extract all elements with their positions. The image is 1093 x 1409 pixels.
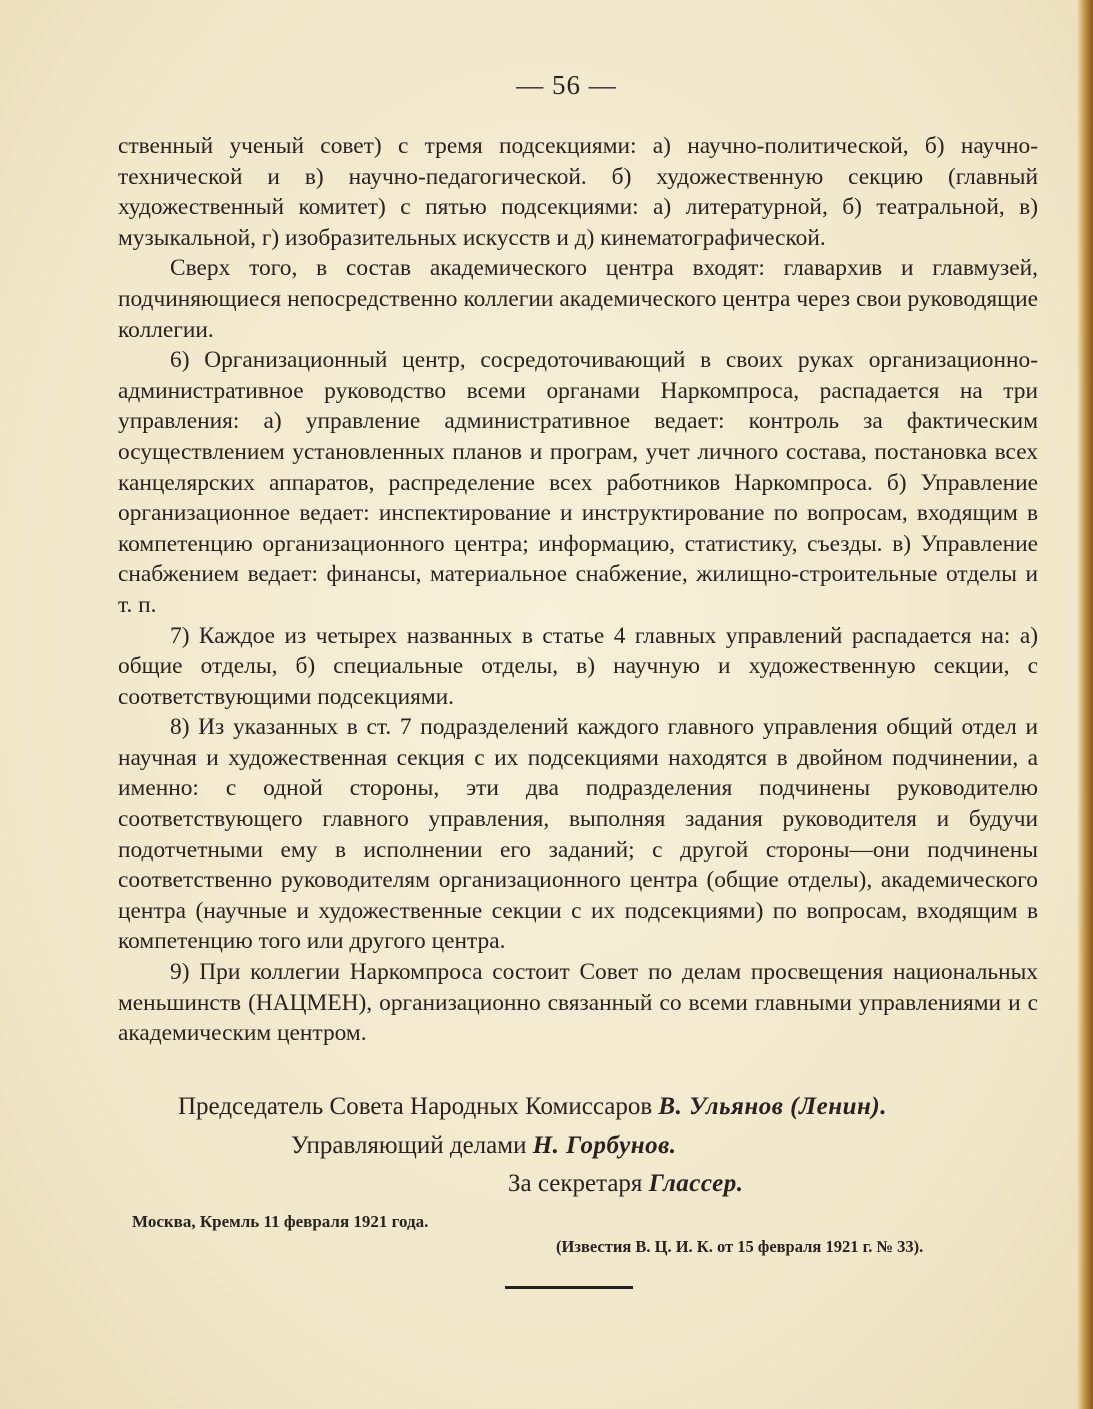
source-citation: (Известия В. Ц. И. К. от 15 февраля 1921 г. № 33).: [556, 1237, 924, 1256]
signature-title: Управляющий делами: [291, 1132, 527, 1159]
signature-name: Н. Горбунов.: [532, 1132, 677, 1159]
page-edge-shadow: [1077, 0, 1093, 1409]
paragraph-6-organizational-center: 6) Организационный центр, сосредоточивающий в своих руках организационно-административное руководство всеми органами Наркомпроса, распадается на три управления: а) управление административное ведает: контроль за фактическим осуществлением установленных планов и програм, учет личного состава, постановка всех канцелярских аппаратов, распределение всех работников Наркомпроса. б) Управление организационное ведает: инспектирование и инструктирование по вопросам, входящим в компетенцию организационного центра; информацию, статистику, съезды. в) Управление снабжением ведает: финансы, материальное снабжение, жилищно-строительные отделы и т. п.: [118, 347, 1038, 618]
document-body: [118, 131, 1038, 1049]
signature-chairman: [178, 1093, 887, 1121]
place-and-date: Москва, Кремль 11 февраля 1921 года.: [132, 1212, 429, 1231]
paragraph-7-main-departments: 7) Каждое из четырех названных в статье 4 главных управлений распадается на: а) общие отделы, б) специальные отделы, в) научную и художественную секции, с соответствующими подсекциями.: [118, 622, 1038, 710]
signature-secretary: [508, 1170, 744, 1198]
signature-business-manager: [291, 1132, 677, 1160]
signature-title: За секретаря: [508, 1170, 643, 1197]
paragraph-8-subdivisions: 8) Из указанных в ст. 7 подразделений каждого главного управления общий отдел и научная и художественная секция с их подсекциями находятся в двойном подчинении, а именно: с одной стороны, эти два подразделения подчинены руководителю соответствующего главного управления, выполняя задания руководителя и будучи подотчетными ему в исполнении его заданий; с другой стороны—они подчинены соответственно руководителям организационного центра (общие отделы), академического центра (научные и художественные секции с их подсекциями) по вопросам, входящим в компетенцию того или другого центра.: [118, 714, 1038, 955]
paragraph-1: ственный ученый совет) с тремя подсекциями: а) научно-политической, б) научно-технической и в) научно-педагогической. б) художественную секцию (главный художественный комитет) с пятью подсекциями: а) литературной, б) театральной, в) музыкальной, г) изобразительных искусств и д) кинематографической.: [118, 133, 1038, 251]
page-number: — 56 —: [516, 70, 617, 100]
signature-title: Председатель Совета Народных Комиссаров: [178, 1093, 653, 1120]
signature-name: Глассер.: [648, 1170, 744, 1197]
closing-rule: [505, 1286, 633, 1289]
paragraph-2: Сверх того, в состав академического центра входят: главархив и главмузей, подчиняющиеся непосредственно коллегии академического центра через свои руководящие коллегии.: [118, 255, 1038, 343]
signature-name: В. Ульянов (Ленин).: [658, 1093, 887, 1120]
paragraph-9-natsmen-council: 9) При коллегии Наркомпроса состоит Совет по делам просвещения национальных меньшинств (НАЦМЕН), организационно связанный со всеми главными управлениями и с академическим центром.: [118, 959, 1038, 1047]
